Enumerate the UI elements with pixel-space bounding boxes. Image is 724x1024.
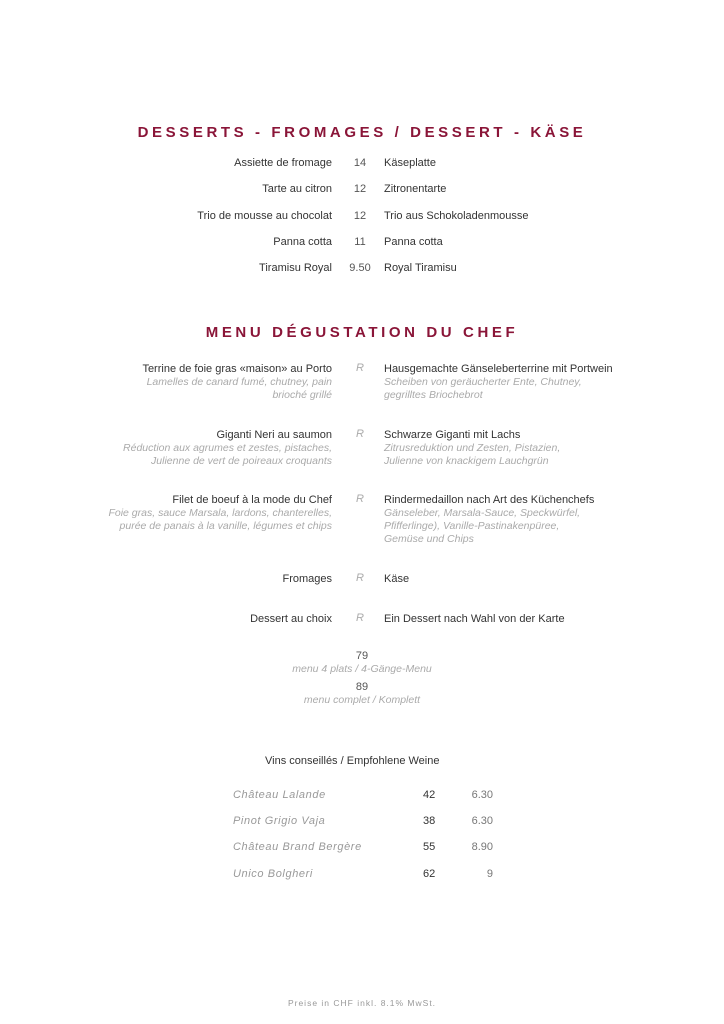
course-fr [32,362,332,402]
wine-row [233,789,493,801]
course-fr [32,612,332,626]
dessert-name-fr: Assiette de fromage [234,157,332,169]
desserts-title: DESSERTS - FROMAGES / DESSERT - KÄSE [137,124,587,141]
dessert-price: 12 [353,183,367,195]
wine-row [233,868,493,880]
dessert-name-fr: Tiramisu Royal [259,262,332,274]
wine-name: Château Brand Bergère [233,841,362,853]
course-desc-de: Scheiben von geräucherter Ente, Chutney, [384,376,582,388]
course-name-de: Rindermedaillon nach Art des Küchenchefs [384,494,595,506]
course-name-fr: Giganti Neri au saumon [216,429,332,441]
dessert-name-de: Trio aus Schokoladenmousse [384,210,529,222]
course-fr [32,493,332,533]
dessert-name-fr: Tarte au citron [262,183,332,195]
separator-r-icon: R [356,572,364,584]
wine-name: Pinot Grigio Vaja [233,815,326,827]
wines-title: Vins conseillés / Empfohlene Weine [265,755,440,767]
course-desc-fr: Julienne de vert de poireaux croquants [151,455,332,467]
course-desc-de: gegrilltes Briochebrot [384,389,483,401]
menu-label-full: menu complet / Komplett [303,694,421,706]
course-name-de: Hausgemachte Gänseleberterrine mit Portwein [384,363,613,375]
course-name-fr: Fromages [282,573,332,585]
course-de [384,362,684,402]
menu-price-full: 89 [355,681,369,693]
course-name-de: Käse [384,573,410,585]
dessert-name-de: Zitronentarte [384,183,447,195]
wine-glass-price: 9 [486,868,493,880]
wine-glass-price: 6.30 [471,789,493,801]
course-de [384,428,684,468]
dessert-name-fr: Panna cotta [273,236,332,248]
dessert-price: 14 [353,157,367,169]
course-desc-fr: Lamelles de canard fumé, chutney, pain [146,376,332,388]
course-name-de: Ein Dessert nach Wahl von der Karte [384,613,565,625]
course-fr [32,572,332,586]
wine-glass-price: 8.90 [471,841,493,853]
dessert-name-de: Royal Tiramisu [384,262,457,274]
course-name-fr: Terrine de foie gras «maison» au Porto [142,363,332,375]
course-desc-fr: brioché grillé [272,389,332,401]
course-de [384,572,684,586]
course-desc-de: Zitrusreduktion und Zesten, Pistazien, [384,442,561,454]
wine-glass-price: 6.30 [471,815,493,827]
course-de [384,493,684,546]
wine-bottle-price: 62 [423,868,436,880]
wine-bottle-price: 38 [423,815,436,827]
degustation-title: MENU DÉGUSTATION DU CHEF [205,324,519,341]
dessert-name-de: Käseplatte [384,157,436,169]
dessert-price: 9.50 [349,262,371,274]
course-name-de: Schwarze Giganti mit Lachs [384,429,521,441]
separator-r-icon: R [356,362,364,374]
dessert-name-fr: Trio de mousse au chocolat [197,210,332,222]
wine-name: Unico Bolgheri [233,868,313,880]
footer-note: Preise in CHF inkl. 8.1% MwSt. [287,998,437,1008]
course-desc-de: Gänseleber, Marsala-Sauce, Speckwürfel, [384,507,581,519]
separator-r-icon: R [356,428,364,440]
course-desc-fr: purée de panais à la vanille, légumes et chips [119,520,332,532]
course-desc-de: Julienne von knackigem Lauchgrün [384,455,549,467]
dessert-price: 12 [353,210,367,222]
menu-price-4: 79 [355,650,369,662]
separator-r-icon: R [356,612,364,624]
separator-r-icon: R [356,493,364,505]
menu-label-4: menu 4 plats / 4-Gänge-Menu [292,663,432,675]
wine-name: Château Lalande [233,789,326,801]
dessert-name-de: Panna cotta [384,236,443,248]
course-desc-de: Pfifferlinge), Vanille-Pastinakenpüree, [384,520,560,532]
course-desc-fr: Foie gras, sauce Marsala, lardons, chanterelles, [108,507,332,519]
course-desc-de: Gemüse und Chips [384,533,474,545]
course-name-fr: Dessert au choix [250,613,332,625]
course-fr [32,428,332,468]
course-desc-fr: Réduction aux agrumes et zestes, pistaches, [123,442,332,454]
wine-row [233,841,493,853]
wine-bottle-price: 42 [423,789,436,801]
course-name-fr: Filet de boeuf à la mode du Chef [172,494,332,506]
wine-row [233,815,493,827]
wine-bottle-price: 55 [423,841,436,853]
course-de [384,612,684,626]
dessert-price: 11 [354,236,366,248]
